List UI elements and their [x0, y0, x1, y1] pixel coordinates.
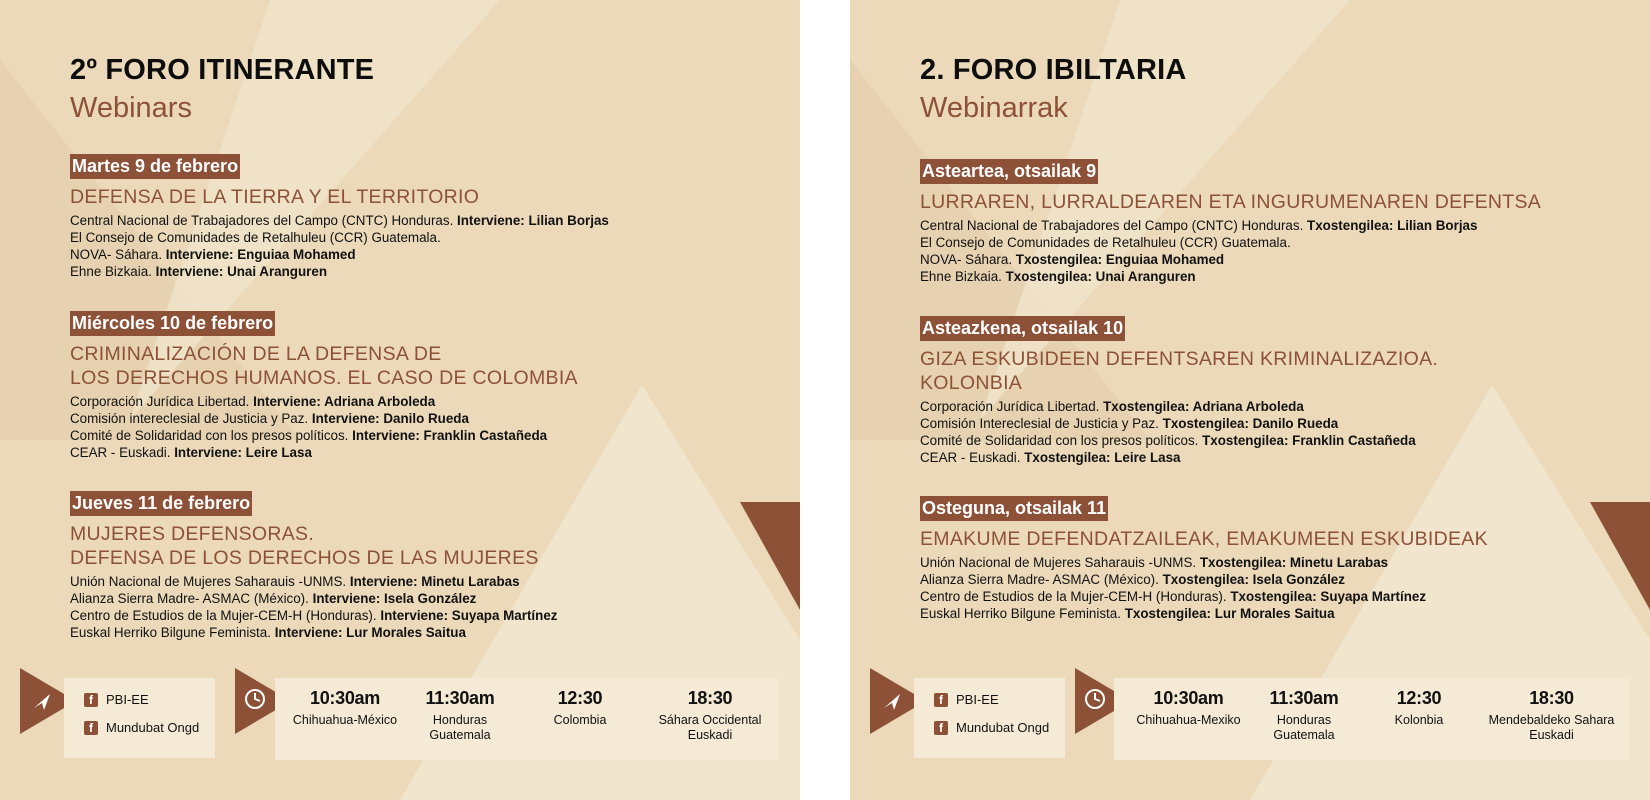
time-slot: 11:30am Honduras Guatemala	[425, 688, 495, 742]
speaker-line: Central Nacional de Trabajadores del Campo (CNTC) Honduras. Txostengilea: Lilian Borjas	[920, 218, 1478, 233]
session-date: Jueves 11 de febrero	[70, 491, 252, 516]
session-date: Miércoles 10 de febrero	[70, 311, 275, 336]
session-date: Asteazkena, otsailak 10	[920, 316, 1125, 341]
speaker-line: Centro de Estudios de la Mujer-CEM-H (Honduras). Txostengilea: Suyapa Martínez	[920, 589, 1427, 604]
session-speakers	[70, 573, 790, 641]
session-date: Osteguna, otsailak 11	[920, 496, 1108, 521]
speaker-line: Euskal Herriko Bilgune Feminista. Txostengilea: Lur Morales Saitua	[920, 606, 1335, 621]
speaker-line: NOVA- Sáhara. Txostengilea: Enguiaa Mohamed	[920, 252, 1225, 267]
speaker-line: CEAR - Euskadi. Txostengilea: Leire Lasa	[920, 450, 1181, 465]
time-slot: 12:30 Kolonbia	[1394, 688, 1444, 727]
session-wednesday	[70, 311, 790, 461]
page-title: 2º FORO ITINERANTE	[70, 54, 375, 86]
speaker-line: Comisión Intereclesial de Justicia y Paz. Txostengilea: Danilo Rueda	[920, 416, 1339, 431]
social-link-mundubat[interactable]: f Mundubat Ongd	[934, 720, 1049, 735]
page-subtitle: Webinarrak	[920, 92, 1068, 124]
session-heading: MUJERES DEFENSORAS. DEFENSA DE LOS DERECHOS DE LAS MUJERES	[70, 523, 539, 569]
speaker-line: Central Nacional de Trabajadores del Campo (CNTC) Honduras. Interviene: Lilian Borjas	[70, 213, 609, 228]
session-speakers	[70, 212, 790, 280]
footer-bar	[850, 666, 1650, 766]
flyer-panel-basque	[850, 0, 1650, 800]
speaker-line: Comisión intereclesial de Justicia y Paz. Interviene: Danilo Rueda	[70, 411, 469, 426]
session-tuesday	[920, 159, 1640, 285]
time-slot: 11:30am Honduras Guatemala	[1269, 688, 1339, 742]
speaker-line: Centro de Estudios de la Mujer-CEM-H (Honduras). Interviene: Suyapa Martínez	[70, 608, 558, 623]
session-heading: DEFENSA DE LA TIERRA Y EL TERRITORIO	[70, 186, 480, 208]
speaker-line: Alianza Sierra Madre- ASMAC (México). Interviene: Isela González	[70, 591, 477, 606]
session-speakers	[920, 217, 1640, 285]
session-wednesday	[920, 316, 1640, 466]
session-thursday	[70, 491, 790, 641]
time-slot: 12:30 Colombia	[553, 688, 607, 727]
speaker-line: Corporación Jurídica Libertad. Interviene: Adriana Arboleda	[70, 394, 436, 409]
session-heading: GIZA ESKUBIDEEN DEFENTSAREN KRIMINALIZAZIOA. KOLONBIA	[920, 348, 1439, 394]
facebook-icon: f	[934, 693, 948, 707]
speaker-line: NOVA- Sáhara. Interviene: Enguiaa Mohamed	[70, 247, 356, 262]
schedule-box	[275, 678, 779, 760]
session-thursday	[920, 496, 1640, 622]
session-date: Asteartea, otsailak 9	[920, 159, 1098, 184]
flyer-panel-spanish	[0, 0, 800, 800]
page-title: 2. FORO IBILTARIA	[920, 54, 1187, 86]
session-speakers	[920, 554, 1640, 622]
time-slot: 18:30 Mendebaldeko Sahara Euskadi	[1488, 688, 1615, 742]
speaker-line: Alianza Sierra Madre- ASMAC (México). Txostengilea: Isela González	[920, 572, 1345, 587]
session-date: Martes 9 de febrero	[70, 154, 240, 179]
speaker-line: Unión Nacional de Mujeres Saharauis -UNMS. Interviene: Minetu Larabas	[70, 574, 520, 589]
speaker-line: Ehne Bizkaia. Interviene: Unai Aranguren	[70, 264, 328, 279]
speaker-line: Unión Nacional de Mujeres Saharauis -UNMS. Txostengilea: Minetu Larabas	[920, 555, 1389, 570]
schedule-box	[1114, 678, 1629, 760]
facebook-icon: f	[934, 721, 948, 735]
page-subtitle: Webinars	[70, 92, 192, 124]
session-heading: EMAKUME DEFENDATZAILEAK, EMAKUMEEN ESKUBIDEAK	[920, 528, 1488, 550]
session-tuesday	[70, 154, 790, 280]
time-slot: 10:30am Chihuahua-Mexiko	[1136, 688, 1241, 727]
footer-bar	[0, 666, 800, 766]
session-heading: CRIMINALIZACIÓN DE LA DEFENSA DE LOS DERECHOS HUMANOS. EL CASO DE COLOMBIA	[70, 343, 578, 389]
social-link-mundubat[interactable]: f Mundubat Ongd	[84, 720, 199, 735]
speaker-line: Ehne Bizkaia. Txostengilea: Unai Aranguren	[920, 269, 1196, 284]
time-slot: 18:30 Sáhara Occidental Euskadi	[658, 688, 762, 742]
speaker-line: El Consejo de Comunidades de Retalhuleu (CCR) Guatemala.	[70, 230, 441, 245]
session-heading: LURRAREN, LURRALDEAREN ETA INGURUMENAREN DEFENTSA	[920, 191, 1542, 213]
speaker-line: Comité de Solidaridad con los presos políticos. Interviene: Franklin Castañeda	[70, 428, 548, 443]
speaker-line: Euskal Herriko Bilgune Feminista. Interviene: Lur Morales Saitua	[70, 625, 466, 640]
speaker-line: El Consejo de Comunidades de Retalhuleu (CCR) Guatemala.	[920, 235, 1291, 250]
social-link-pbi[interactable]: f PBI-EE	[84, 692, 149, 707]
session-speakers	[920, 398, 1640, 466]
speaker-line: Corporación Jurídica Libertad. Txostengilea: Adriana Arboleda	[920, 399, 1304, 414]
social-box	[64, 678, 215, 758]
facebook-icon: f	[84, 721, 98, 735]
facebook-icon: f	[84, 693, 98, 707]
social-box	[914, 678, 1065, 758]
speaker-line: Comité de Solidaridad con los presos políticos. Txostengilea: Franklin Castañeda	[920, 433, 1416, 448]
speaker-line: CEAR - Euskadi. Interviene: Leire Lasa	[70, 445, 312, 460]
session-speakers	[70, 393, 790, 461]
time-slot: 10:30am Chihuahua-México	[292, 688, 398, 727]
social-link-pbi[interactable]: f PBI-EE	[934, 692, 999, 707]
